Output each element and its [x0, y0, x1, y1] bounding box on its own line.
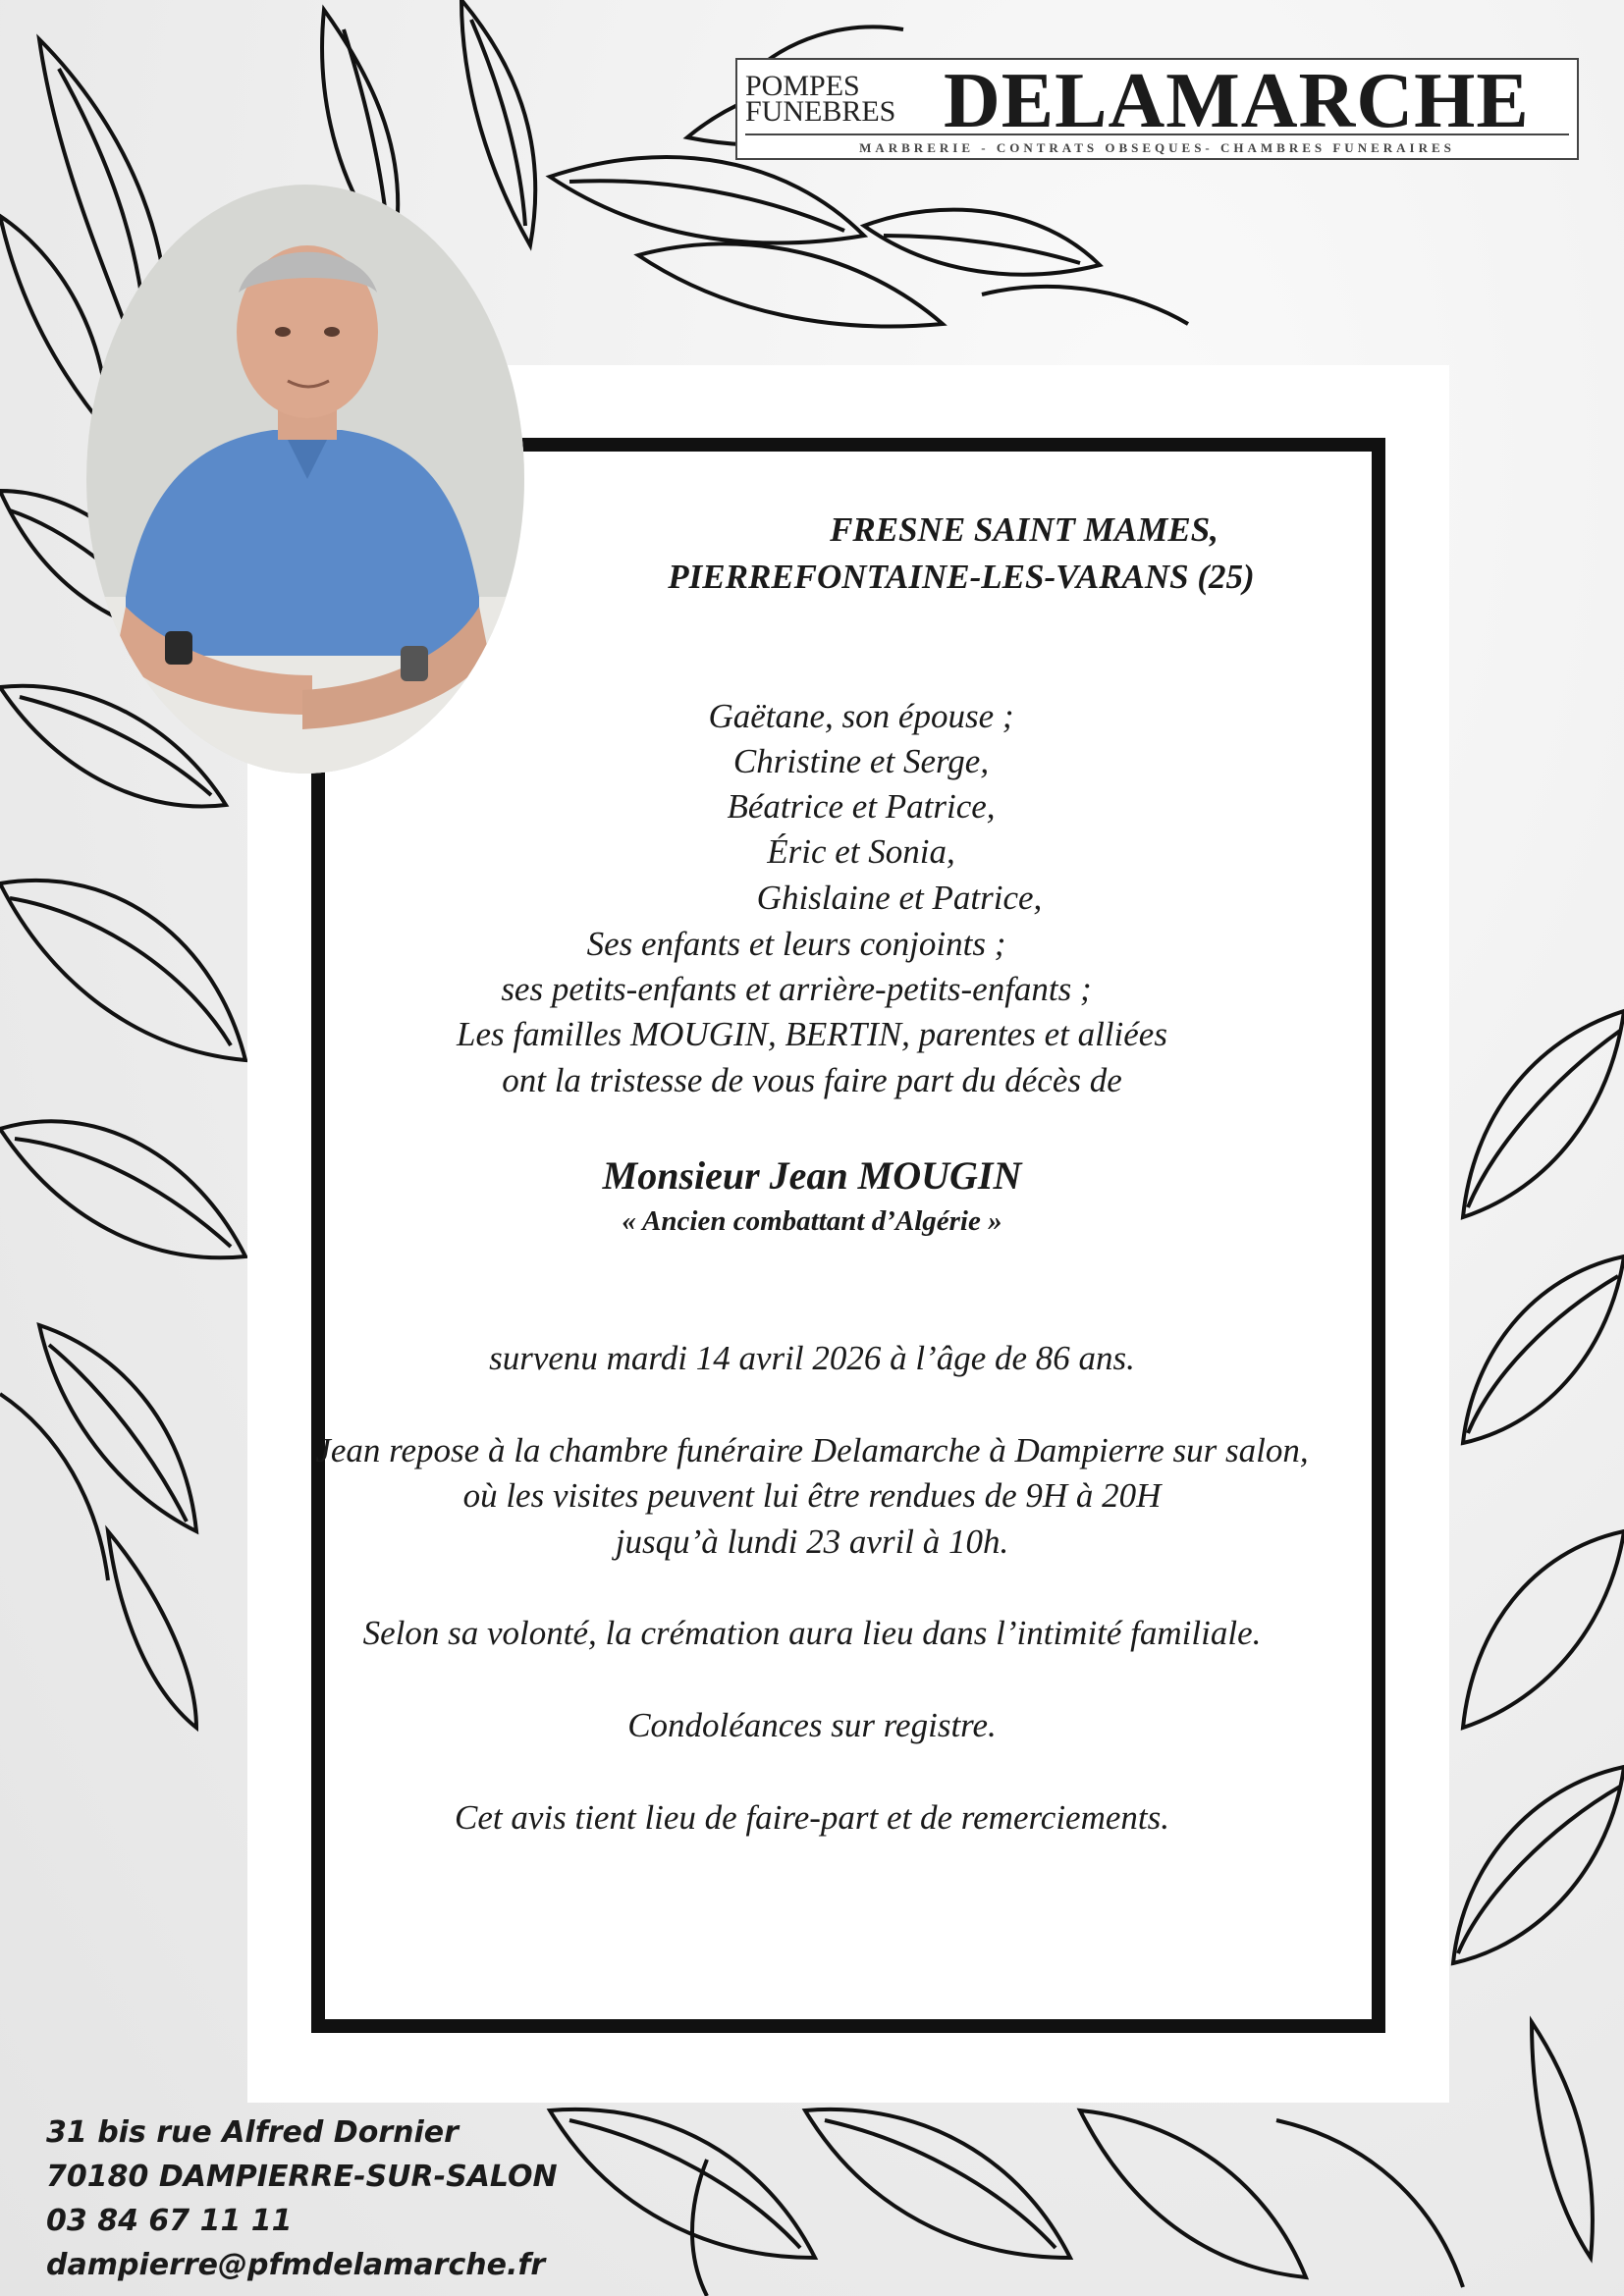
logo-divider: [745, 133, 1569, 135]
email-address: dampierre@pfmdelamarche.fr: [46, 2248, 546, 2282]
flower-left-middle: [0, 881, 245, 1728]
logo-line2: FUNEBRES: [745, 95, 896, 128]
death-info: survenu mardi 14 avril 2026 à l’âge de 86 ans.: [489, 1339, 1135, 1377]
family-line: ont la tristesse de vous faire part du décès de: [502, 1061, 1122, 1099]
portrait-illustration: [86, 185, 524, 774]
family-line: ses petits-enfants et arrière-petits-enfants ;: [501, 970, 1092, 1008]
logo-line1: POMPES: [745, 70, 860, 102]
deceased-subtitle: « Ancien combattant d’Algérie »: [622, 1205, 1002, 1237]
family-line: Ses enfants et leurs conjoints ;: [586, 925, 1006, 963]
family-line: Gaëtane, son épouse ;: [708, 697, 1014, 735]
family-line: Les familles MOUGIN, BERTIN, parentes et alliées: [457, 1015, 1167, 1053]
address-line2: 70180 DAMPIERRE-SUR-SALON: [46, 2160, 558, 2194]
rest-line1: Jean repose à la chambre funéraire Delamarche à Dampierre sur salon,: [315, 1431, 1309, 1469]
logo-tagline: MARBRERIE - CONTRATS OBSEQUES- CHAMBRES FUNERAIRES: [859, 140, 1455, 155]
phone-number: 03 84 67 11 11: [46, 2204, 293, 2238]
family-line: Ghislaine et Patrice,: [756, 879, 1043, 917]
rest-line2: où les visites peuvent lui être rendues de 9H à 20H: [462, 1476, 1162, 1515]
location-line1: FRESNE SAINT MAMES,: [830, 510, 1218, 549]
contact-footer: [46, 2110, 558, 2287]
family-line: Christine et Serge,: [732, 742, 990, 780]
condolences-info: Condoléances sur registre.: [627, 1706, 997, 1744]
cremation-info: Selon sa volonté, la crémation aura lieu dans l’intimité familiale.: [362, 1614, 1262, 1652]
portrait-photo: [86, 185, 524, 774]
rest-line3: jusqu’à lundi 23 avril à 10h.: [615, 1522, 1009, 1561]
family-line: Éric et Sonia,: [767, 832, 955, 871]
funeral-home-logo: [735, 58, 1579, 160]
deceased-name: Monsieur Jean MOUGIN: [602, 1153, 1022, 1198]
location-line2: PIERREFONTAINE-LES-VARANS (25): [668, 558, 1255, 596]
family-line: Béatrice et Patrice,: [727, 787, 996, 826]
address-line1: 31 bis rue Alfred Dornier: [46, 2115, 459, 2150]
flower-bottom: [550, 2109, 1463, 2296]
notice-info: Cet avis tient lieu de faire-part et de remerciements.: [455, 1798, 1169, 1837]
logo-name: DELAMARCHE: [944, 58, 1530, 144]
